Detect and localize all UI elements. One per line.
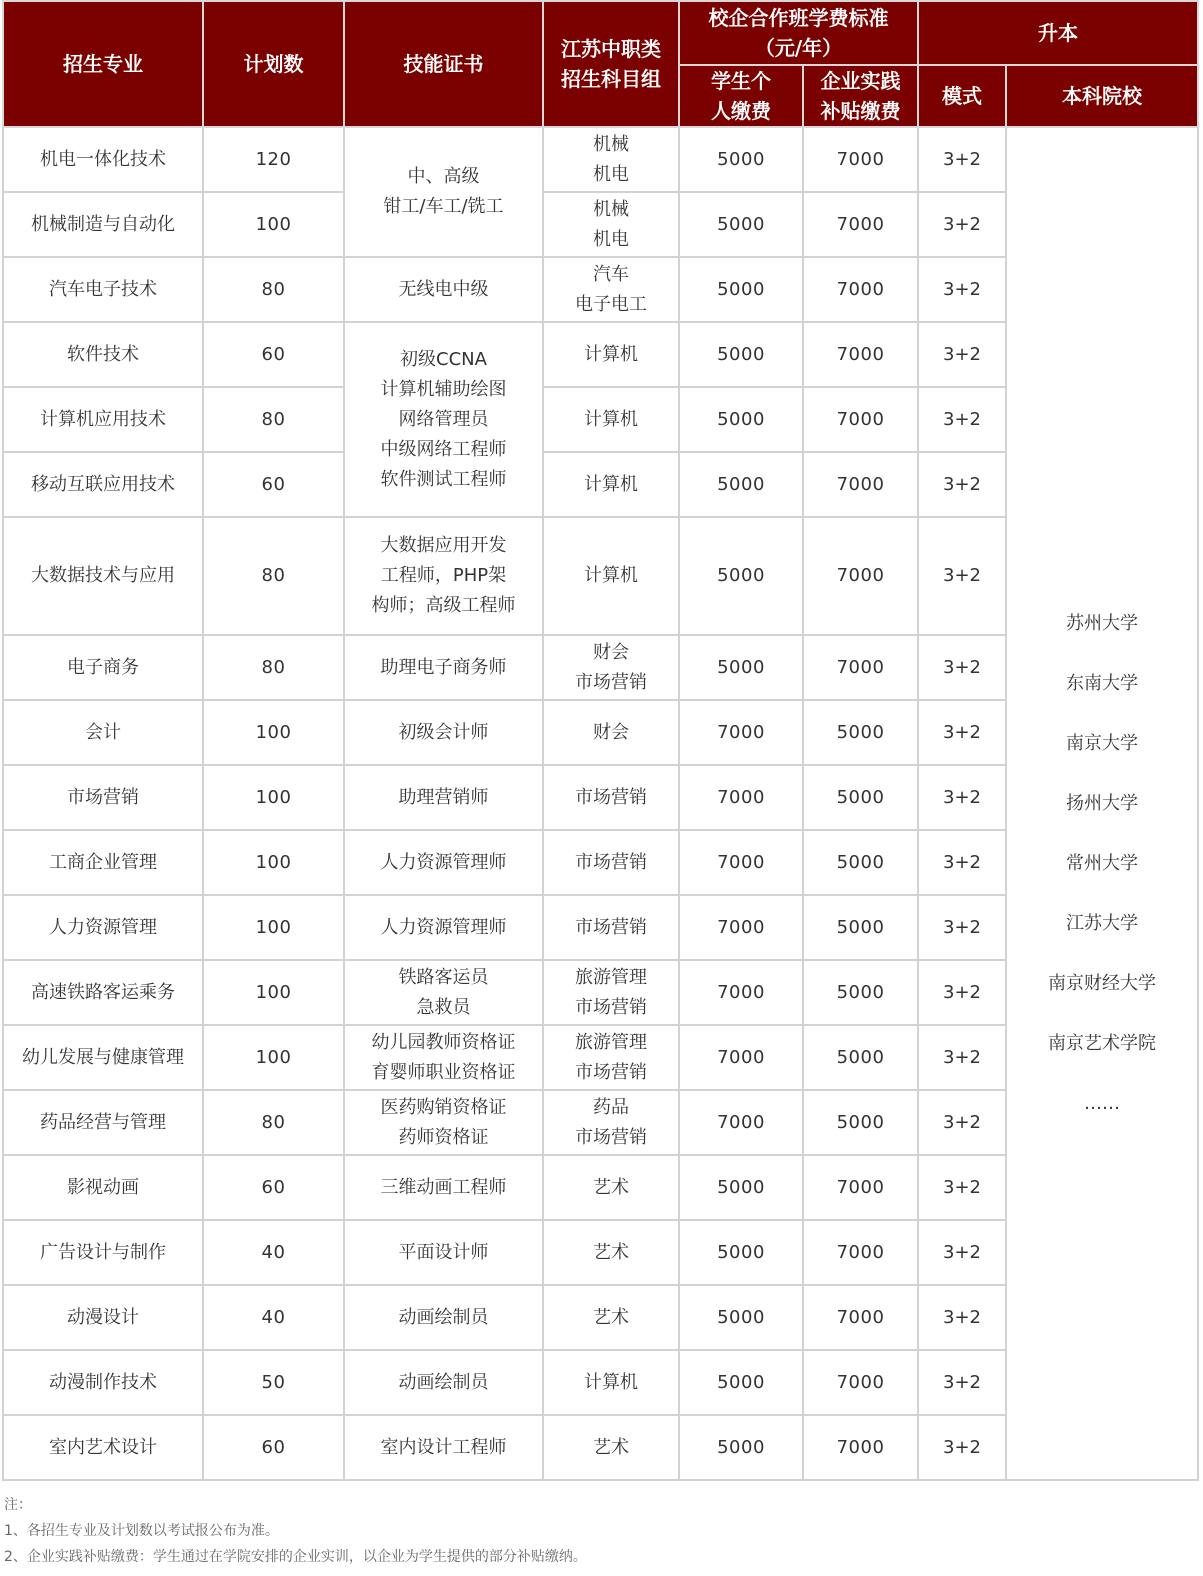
notes-title: 注： (4, 1497, 32, 1513)
plan-cell: 40 (203, 1285, 344, 1350)
header-subject (543, 1, 679, 127)
company-fee-cell: 7000 (803, 127, 918, 192)
company-fee-cell: 5000 (803, 765, 918, 830)
plan-cell: 60 (203, 1155, 344, 1220)
student-fee-cell: 7000 (679, 960, 803, 1025)
subject-line: 艺术 (593, 1176, 629, 1198)
major-cell: 会计 (3, 700, 203, 765)
mode-cell: 3+2 (918, 1090, 1006, 1155)
subject-line: 市场营销 (575, 786, 647, 808)
plan-cell: 100 (203, 765, 344, 830)
subject-line: 计算机 (584, 343, 638, 365)
university-item: 南京艺术学院 (1048, 1032, 1156, 1054)
university-item: 常州大学 (1066, 852, 1138, 874)
header-fee-line: 校企合作班学费标准 (708, 6, 889, 30)
mode-cell: 3+2 (918, 257, 1006, 322)
subject-cell (543, 700, 679, 765)
plan-cell: 100 (203, 700, 344, 765)
mode-cell: 3+2 (918, 700, 1006, 765)
company-fee-cell: 5000 (803, 1090, 918, 1155)
subject-line: 旅游管理 (575, 1031, 647, 1053)
cert-line: 网络管理员 (398, 408, 489, 430)
subject-line: 机械 (593, 133, 629, 155)
company-fee-cell: 5000 (803, 830, 918, 895)
subject-line: 电子电工 (575, 293, 647, 315)
subject-line: 财会 (593, 721, 629, 743)
cert-line: 钳工/车工/铣工 (383, 196, 504, 217)
cert-line: 无线电中级 (398, 278, 489, 300)
mode-cell: 3+2 (918, 387, 1006, 452)
student-fee-cell: 5000 (679, 1155, 803, 1220)
plan-cell: 80 (203, 635, 344, 700)
university-list (1007, 474, 1197, 1134)
mode-cell: 3+2 (918, 1220, 1006, 1285)
header-company-fee-line: 企业实践 (820, 69, 901, 93)
plan-cell: 100 (203, 960, 344, 1025)
company-fee-cell: 7000 (803, 1350, 918, 1415)
note-item: 1、各招生专业及计划数以考试报公布为准。 (4, 1523, 279, 1539)
company-fee-cell: 5000 (803, 895, 918, 960)
cert-line: 铁路客运员 (398, 966, 489, 988)
cert-cell (344, 895, 543, 960)
company-fee-cell: 7000 (803, 517, 918, 635)
cert-line: 中级网络工程师 (380, 438, 507, 460)
header-mode: 模式 (918, 65, 1006, 127)
cert-line: 工程师，PHP架 (380, 565, 507, 586)
mode-cell: 3+2 (918, 192, 1006, 257)
subject-line: 计算机 (584, 408, 638, 430)
header-fee-line: （元/年） (754, 36, 843, 60)
cert-cell (344, 1090, 543, 1155)
subject-cell (543, 1025, 679, 1090)
subject-cell (543, 322, 679, 387)
plan-cell: 100 (203, 830, 344, 895)
subject-cell (543, 257, 679, 322)
subject-line: 计算机 (584, 1371, 638, 1393)
student-fee-cell: 5000 (679, 635, 803, 700)
company-fee-cell: 7000 (803, 1285, 918, 1350)
table-row (3, 127, 1198, 192)
header-plan: 计划数 (203, 1, 344, 127)
subject-cell (543, 830, 679, 895)
cert-line: 初级CCNA (400, 348, 487, 370)
student-fee-cell: 7000 (679, 765, 803, 830)
header-company-fee (803, 65, 918, 127)
plan-cell: 60 (203, 452, 344, 517)
subject-cell (543, 1350, 679, 1415)
subject-line: 旅游管理 (575, 966, 647, 988)
major-cell: 大数据技术与应用 (3, 517, 203, 635)
subject-line: 市场营销 (575, 1126, 647, 1148)
university-item: 苏州大学 (1066, 612, 1138, 634)
major-cell: 人力资源管理 (3, 895, 203, 960)
cert-line: 中、高级 (407, 166, 480, 187)
subject-cell (543, 1285, 679, 1350)
mode-cell: 3+2 (918, 1155, 1006, 1220)
mode-cell: 3+2 (918, 960, 1006, 1025)
student-fee-cell: 5000 (679, 1220, 803, 1285)
major-cell: 室内艺术设计 (3, 1415, 203, 1480)
header-subject-line: 招生科目组 (561, 67, 661, 91)
subject-line: 市场营销 (575, 916, 647, 938)
company-fee-cell: 5000 (803, 1025, 918, 1090)
subject-cell (543, 387, 679, 452)
university-item: 南京大学 (1066, 732, 1138, 754)
subject-line: 机电 (593, 163, 629, 185)
mode-cell: 3+2 (918, 1350, 1006, 1415)
major-cell: 动漫设计 (3, 1285, 203, 1350)
major-cell: 市场营销 (3, 765, 203, 830)
cert-line: 平面设计师 (398, 1241, 489, 1263)
cert-line: 急救员 (416, 996, 471, 1018)
student-fee-cell: 7000 (679, 1090, 803, 1155)
major-cell: 工商企业管理 (3, 830, 203, 895)
major-cell: 机械制造与自动化 (3, 192, 203, 257)
cert-line: 软件测试工程师 (380, 468, 507, 490)
student-fee-cell: 7000 (679, 700, 803, 765)
header-university: 本科院校 (1006, 65, 1198, 127)
student-fee-cell: 5000 (679, 192, 803, 257)
header-subject-line: 江苏中职类 (561, 37, 661, 61)
student-fee-cell: 5000 (679, 322, 803, 387)
subject-cell (543, 895, 679, 960)
student-fee-cell: 5000 (679, 517, 803, 635)
university-item: 东南大学 (1066, 672, 1138, 694)
student-fee-cell: 7000 (679, 830, 803, 895)
student-fee-cell: 5000 (679, 127, 803, 192)
plan-cell: 50 (203, 1350, 344, 1415)
company-fee-cell: 5000 (803, 700, 918, 765)
mode-cell: 3+2 (918, 517, 1006, 635)
major-cell: 幼儿发展与健康管理 (3, 1025, 203, 1090)
header-student-fee (679, 65, 803, 127)
major-cell: 药品经营与管理 (3, 1090, 203, 1155)
cert-line: 幼儿园教师资格证 (371, 1031, 516, 1053)
mode-cell: 3+2 (918, 830, 1006, 895)
plan-cell: 60 (203, 1415, 344, 1480)
subject-line: 计算机 (584, 473, 638, 495)
cert-cell (344, 322, 543, 517)
mode-cell: 3+2 (918, 322, 1006, 387)
student-fee-cell: 5000 (679, 1285, 803, 1350)
notes (4, 1492, 587, 1570)
student-fee-cell: 7000 (679, 1025, 803, 1090)
plan-cell: 100 (203, 895, 344, 960)
cert-cell (344, 1025, 543, 1090)
student-fee-cell: 5000 (679, 1350, 803, 1415)
university-item: 扬州大学 (1066, 792, 1138, 814)
cert-line: 动画绘制员 (398, 1371, 489, 1393)
major-cell: 计算机应用技术 (3, 387, 203, 452)
cert-line: 育婴师职业资格证 (371, 1061, 516, 1083)
cert-cell (344, 830, 543, 895)
subject-line: 市场营销 (575, 671, 647, 693)
plan-cell: 80 (203, 517, 344, 635)
cert-cell (344, 1220, 543, 1285)
subject-line: 艺术 (593, 1306, 629, 1328)
mode-cell: 3+2 (918, 1415, 1006, 1480)
plan-cell: 40 (203, 1220, 344, 1285)
cert-line: 助理营销师 (398, 786, 489, 808)
company-fee-cell: 5000 (803, 960, 918, 1025)
student-fee-cell: 5000 (679, 1415, 803, 1480)
subject-cell (543, 635, 679, 700)
student-fee-cell: 5000 (679, 452, 803, 517)
cert-line: 动画绘制员 (398, 1306, 489, 1328)
university-cell (1006, 127, 1198, 1480)
subject-cell (543, 192, 679, 257)
cert-line: 室内设计工程师 (380, 1436, 507, 1458)
company-fee-cell: 7000 (803, 322, 918, 387)
plan-cell: 120 (203, 127, 344, 192)
plan-cell: 80 (203, 1090, 344, 1155)
mode-cell: 3+2 (918, 765, 1006, 830)
company-fee-cell: 7000 (803, 1220, 918, 1285)
subject-line: 汽车 (593, 263, 629, 285)
subject-line: 艺术 (593, 1241, 629, 1263)
mode-cell: 3+2 (918, 1285, 1006, 1350)
header-company-fee-line: 补贴缴费 (820, 99, 901, 123)
subject-line: 机电 (593, 228, 629, 250)
subject-line: 市场营销 (575, 1061, 647, 1083)
cert-cell (344, 1415, 543, 1480)
cert-line: 人力资源管理师 (380, 916, 507, 938)
student-fee-cell: 7000 (679, 895, 803, 960)
cert-line: 药师资格证 (398, 1126, 489, 1148)
subject-cell (543, 127, 679, 192)
cert-cell (344, 1285, 543, 1350)
header-major: 招生专业 (3, 1, 203, 127)
plan-cell: 100 (203, 192, 344, 257)
company-fee-cell: 7000 (803, 1415, 918, 1480)
cert-line: 助理电子商务师 (380, 656, 507, 678)
subject-cell (543, 452, 679, 517)
major-cell: 广告设计与制作 (3, 1220, 203, 1285)
header-cert: 技能证书 (344, 1, 543, 127)
subject-cell (543, 517, 679, 635)
company-fee-cell: 7000 (803, 257, 918, 322)
subject-line: 艺术 (593, 1436, 629, 1458)
cert-cell (344, 257, 543, 322)
subject-cell (543, 1090, 679, 1155)
company-fee-cell: 7000 (803, 452, 918, 517)
mode-cell: 3+2 (918, 895, 1006, 960)
mode-cell: 3+2 (918, 127, 1006, 192)
subject-line: 财会 (593, 641, 629, 663)
subject-cell (543, 1415, 679, 1480)
cert-line: 医药购销资格证 (380, 1096, 507, 1118)
subject-line: 药品 (593, 1096, 629, 1118)
subject-cell (543, 960, 679, 1025)
university-item: 江苏大学 (1066, 912, 1138, 934)
subject-cell (543, 1220, 679, 1285)
cert-cell (344, 1155, 543, 1220)
header-fee-group (679, 1, 918, 65)
university-item: …… (1084, 1092, 1120, 1114)
student-fee-cell: 5000 (679, 387, 803, 452)
subject-line: 计算机 (584, 565, 638, 586)
enrollment-table (2, 0, 1199, 1481)
company-fee-cell: 7000 (803, 635, 918, 700)
cert-cell (344, 700, 543, 765)
major-cell: 汽车电子技术 (3, 257, 203, 322)
major-cell: 高速铁路客运乘务 (3, 960, 203, 1025)
subject-line: 市场营销 (575, 996, 647, 1018)
major-cell: 移动互联应用技术 (3, 452, 203, 517)
header-upgrade: 升本 (918, 1, 1198, 65)
university-item: 南京财经大学 (1048, 972, 1156, 994)
major-cell: 电子商务 (3, 635, 203, 700)
cert-line: 计算机辅助绘图 (380, 378, 507, 400)
cert-cell (344, 765, 543, 830)
cert-line: 三维动画工程师 (380, 1176, 507, 1198)
header-student-fee-line: 人缴费 (711, 99, 771, 123)
plan-cell: 80 (203, 257, 344, 322)
plan-cell: 60 (203, 322, 344, 387)
major-cell: 影视动画 (3, 1155, 203, 1220)
mode-cell: 3+2 (918, 635, 1006, 700)
header-student-fee-line: 学生个 (711, 69, 771, 93)
student-fee-cell: 5000 (679, 257, 803, 322)
subject-line: 市场营销 (575, 851, 647, 873)
table-body (3, 127, 1198, 1480)
subject-cell (543, 765, 679, 830)
cert-cell (344, 127, 543, 257)
cert-cell (344, 635, 543, 700)
plan-cell: 80 (203, 387, 344, 452)
plan-cell: 100 (203, 1025, 344, 1090)
mode-cell: 3+2 (918, 1025, 1006, 1090)
subject-line: 机械 (593, 198, 629, 220)
company-fee-cell: 7000 (803, 387, 918, 452)
cert-cell (344, 1350, 543, 1415)
mode-cell: 3+2 (918, 452, 1006, 517)
cert-cell (344, 960, 543, 1025)
cert-line: 大数据应用开发 (380, 535, 507, 556)
note-item: 2、企业实践补贴缴费：学生通过在学院安排的企业实训，以企业为学生提供的部分补贴缴纳。 (4, 1549, 587, 1565)
cert-cell (344, 517, 543, 635)
major-cell: 机电一体化技术 (3, 127, 203, 192)
cert-line: 构师；高级工程师 (371, 595, 516, 616)
major-cell: 软件技术 (3, 322, 203, 387)
subject-cell (543, 1155, 679, 1220)
cert-line: 初级会计师 (398, 721, 489, 743)
company-fee-cell: 7000 (803, 192, 918, 257)
cert-line: 人力资源管理师 (380, 851, 507, 873)
major-cell: 动漫制作技术 (3, 1350, 203, 1415)
company-fee-cell: 7000 (803, 1155, 918, 1220)
